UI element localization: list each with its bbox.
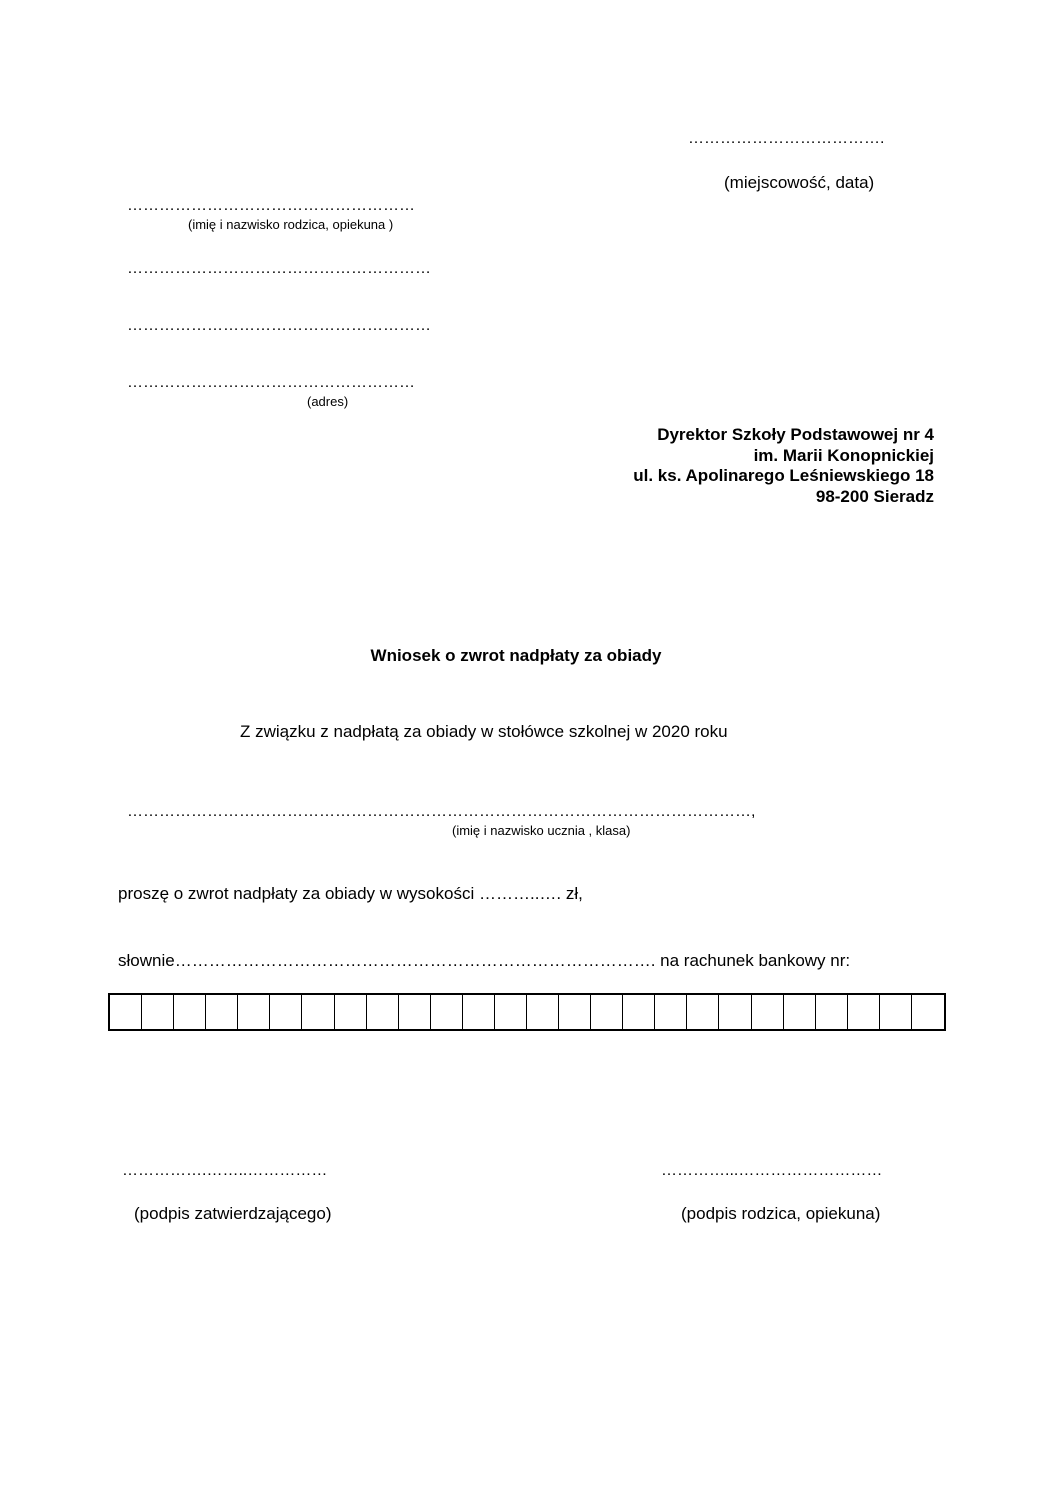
bank-account-digit-box[interactable]	[367, 995, 399, 1029]
words-line	[118, 951, 850, 971]
bank-account-digit-box[interactable]	[399, 995, 431, 1029]
bank-account-digit-box[interactable]	[431, 995, 463, 1029]
bank-account-digit-box[interactable]	[848, 995, 880, 1029]
bank-account-digit-box[interactable]	[816, 995, 848, 1029]
student-name-label: (imię i nazwisko ucznia , klasa)	[452, 823, 631, 838]
amount-line	[118, 884, 583, 904]
address-line-3-field[interactable]: ………………………………………………	[127, 374, 415, 391]
bank-account-digit-box[interactable]	[110, 995, 142, 1029]
bank-account-digit-box[interactable]	[206, 995, 238, 1029]
bank-account-digit-box[interactable]	[655, 995, 687, 1029]
parent-name-label: (imię i nazwisko rodzica, opiekuna )	[188, 217, 394, 232]
document-title: Wniosek o zwrot nadpłaty za obiady	[370, 646, 662, 665]
bank-account-digit-box[interactable]	[335, 995, 367, 1029]
bank-account-grid	[108, 993, 946, 1031]
intro-text: Z związku z nadpłatą za obiady w stołówce szkolnej w 2020 roku	[240, 722, 728, 741]
place-date-field[interactable]: ……………………………….	[688, 130, 885, 147]
bank-account-digit-box[interactable]	[527, 995, 559, 1029]
parent-signature-label: (podpis rodzica, opiekuna)	[681, 1204, 881, 1223]
addressee-block	[633, 425, 934, 507]
bank-account-digit-box[interactable]	[463, 995, 495, 1029]
bank-account-digit-box[interactable]	[784, 995, 816, 1029]
amount-currency: zł,	[565, 884, 583, 903]
bank-account-digit-box[interactable]	[880, 995, 912, 1029]
bank-account-digit-box[interactable]	[719, 995, 751, 1029]
bank-account-digit-box[interactable]	[623, 995, 655, 1029]
amount-prefix: proszę o zwrot nadpłaty za obiady w wysokości	[118, 884, 475, 903]
amount-in-words-field[interactable]: ………………………………………………………………………….	[174, 951, 656, 970]
address-label: (adres)	[307, 394, 349, 409]
bank-account-digit-box[interactable]	[495, 995, 527, 1029]
addressee-line-3: ul. ks. Apolinarego Leśniewskiego 18	[633, 466, 934, 485]
approver-signature-field[interactable]: …………….……..……………	[122, 1162, 328, 1179]
bank-account-digit-box[interactable]	[591, 995, 623, 1029]
words-prefix: słownie	[118, 951, 175, 970]
bank-account-digit-box[interactable]	[270, 995, 302, 1029]
approver-signature-label: (podpis zatwierdzającego)	[134, 1204, 332, 1223]
bank-account-digit-box[interactable]	[687, 995, 719, 1029]
student-name-field[interactable]: ………………………………………………………………………………………………………,	[127, 803, 756, 820]
bank-account-digit-box[interactable]	[174, 995, 206, 1029]
parent-name-field[interactable]: ………………………………………………	[127, 197, 415, 214]
addressee-line-4: 98-200 Sieradz	[815, 486, 934, 506]
bank-account-label: na rachunek bankowy nr:	[660, 951, 851, 970]
bank-account-digit-box[interactable]	[238, 995, 270, 1029]
place-date-label: (miejscowość, data)	[724, 173, 875, 192]
addressee-line-1: Dyrektor Szkoły Podstawowej nr 4	[657, 425, 934, 444]
parent-signature-field[interactable]: …………...………………………	[661, 1162, 883, 1179]
bank-account-digit-box[interactable]	[912, 995, 944, 1029]
bank-account-digit-box[interactable]	[559, 995, 591, 1029]
address-line-2-field[interactable]: …………………………………………………	[127, 317, 431, 334]
addressee-line-2: im. Marii Konopnickiej	[753, 445, 934, 465]
bank-account-digit-box[interactable]	[142, 995, 174, 1029]
address-line-1-field[interactable]: …………………………………………………	[127, 260, 431, 277]
bank-account-digit-box[interactable]	[752, 995, 784, 1029]
bank-account-digit-box[interactable]	[302, 995, 334, 1029]
amount-field[interactable]: ………..….	[478, 884, 562, 903]
